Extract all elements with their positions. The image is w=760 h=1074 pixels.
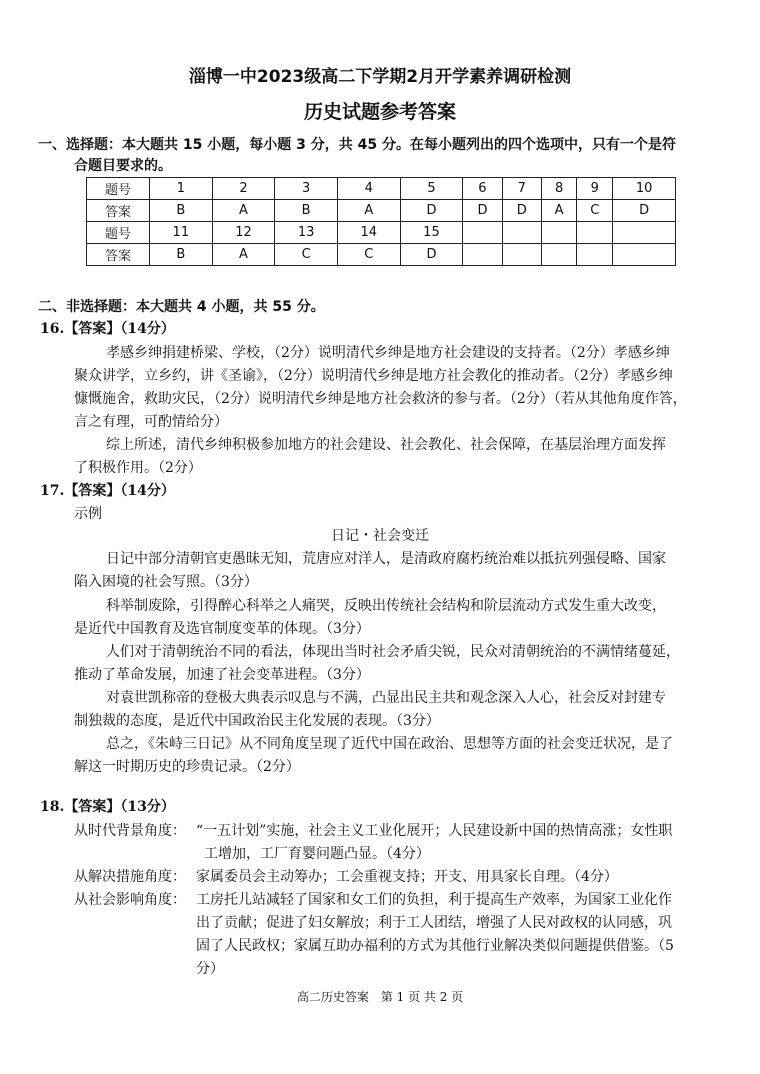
q16-line: 了积极作用。（2分） bbox=[74, 460, 202, 476]
table-cell: 8 bbox=[541, 178, 576, 200]
q18-item-line: “一五计划”实施，社会主义工业化展开；人民建设新中国的热情高涨；女性职 bbox=[196, 823, 673, 839]
q17-line: 推动了革命发展，加速了社会变革进程。（3分） bbox=[74, 667, 370, 683]
table-cell: 11 bbox=[150, 222, 213, 244]
q16-heading: 16.【答案】（14分） bbox=[40, 321, 175, 337]
table-cell bbox=[577, 222, 613, 244]
table-cell: 2 bbox=[212, 178, 275, 200]
table-cell bbox=[613, 222, 676, 244]
table-cell: 3 bbox=[275, 178, 338, 200]
q17-line: 日记中部分清朝官吏愚昧无知，荒唐应对洋人，是清政府腐朽统治难以抵抗列强侵略、国家 bbox=[106, 551, 666, 567]
q17-line: 人们对于清朝统治不同的看法，体现出当时社会矛盾尖锐，民众对清朝统治的不满情绪蔓延， bbox=[106, 644, 680, 660]
table-cell: 10 bbox=[613, 178, 676, 200]
table-cell: 9 bbox=[577, 178, 613, 200]
table-cell bbox=[502, 222, 541, 244]
exam-subtitle: 历史试题参考答案 bbox=[303, 101, 456, 123]
q16-line: 言之有理，可酌情给分） bbox=[74, 414, 228, 430]
answer-table bbox=[86, 177, 676, 266]
table-cell: B bbox=[275, 200, 338, 222]
q17-example-label: 示例 bbox=[74, 506, 102, 522]
table-cell bbox=[613, 244, 676, 266]
page-footer: 高二历史答案 第 1 页 共 2 页 bbox=[296, 990, 464, 1004]
part1-heading-line2: 合题目要求的。 bbox=[74, 158, 172, 174]
q17-line: 陷入困境的社会写照。（3分） bbox=[74, 574, 258, 590]
q18-item-label: 从解决措施角度： bbox=[74, 869, 186, 885]
table-row-label: 题号 bbox=[87, 222, 150, 244]
table-cell bbox=[577, 244, 613, 266]
table-cell: 12 bbox=[212, 222, 275, 244]
table-row-answer-1 bbox=[87, 200, 676, 222]
q18-item-label: 从时代背景角度： bbox=[74, 823, 186, 839]
table-cell: 7 bbox=[502, 178, 541, 200]
table-cell: A bbox=[212, 200, 275, 222]
q17-line: 科举制废除，引得醉心科举之人痛哭，反映出传统社会结构和阶层流动方式发生重大改变， bbox=[106, 598, 666, 614]
table-cell: 13 bbox=[275, 222, 338, 244]
table-cell: D bbox=[502, 200, 541, 222]
q18-item-line: 工增加，工厂育婴问题凸显。（4分） bbox=[204, 846, 430, 862]
table-cell: D bbox=[463, 200, 502, 222]
table-cell: 5 bbox=[400, 178, 463, 200]
table-cell: D bbox=[400, 244, 463, 266]
table-cell: 6 bbox=[463, 178, 502, 200]
q17-heading: 17.【答案】（14分） bbox=[40, 483, 175, 499]
table-cell bbox=[502, 244, 541, 266]
table-cell: 4 bbox=[337, 178, 400, 200]
table-row-label: 题号 bbox=[87, 178, 150, 200]
q17-line: 解这一时期历史的珍贵记录。（2分） bbox=[74, 759, 300, 775]
q18-heading: 18.【答案】（13分） bbox=[40, 799, 175, 815]
part2-heading: 二、非选择题：本大题共 4 小题，共 55 分。 bbox=[38, 299, 325, 315]
table-cell: A bbox=[337, 200, 400, 222]
table-cell: D bbox=[613, 200, 676, 222]
q17-line: 对袁世凯称帝的登极大典表示叹息与不满，凸显出民主共和观念深入人心，社会反对封建专 bbox=[106, 690, 666, 706]
table-row-question-2 bbox=[87, 222, 676, 244]
q16-line: 聚众讲学，立乡约，讲《圣谕》，（2分）说明清代乡绅是地方社会教化的推动者。（2分）孝感乡绅 bbox=[74, 368, 673, 384]
table-cell: A bbox=[541, 200, 576, 222]
table-cell bbox=[463, 244, 502, 266]
q16-line: 综上所述，清代乡绅积极参加地方的社会建设、社会教化、社会保障，在基层治理方面发挥 bbox=[106, 437, 666, 453]
table-cell: A bbox=[212, 244, 275, 266]
q18-item-line: 家属委员会主动筹办；工会重视支持；开支、用具家长自理。（4分） bbox=[196, 869, 618, 885]
table-cell: C bbox=[337, 244, 400, 266]
table-cell: C bbox=[275, 244, 338, 266]
q18-item-line: 工房托儿站减轻了国家和女工们的负担，利于提高生产效率，为国家工业化作 bbox=[196, 892, 672, 908]
table-cell bbox=[541, 222, 576, 244]
table-cell: B bbox=[150, 244, 213, 266]
q18-item-label: 从社会影响角度： bbox=[74, 892, 186, 908]
q17-line: 制独裁的态度，是近代中国政治民主化发展的表现。（3分） bbox=[74, 713, 440, 729]
table-cell: B bbox=[150, 200, 213, 222]
q17-line: 是近代中国教育及选官制度变革的体现。（3分） bbox=[74, 621, 370, 637]
part1-heading-line1: 一、选择题：本大题共 15 小题，每小题 3 分，共 45 分。在每小题列出的四个选项中，只有一个是符 bbox=[38, 137, 676, 153]
q18-item-line: 出了贡献；促进了妇女解放；利于工人团结，增强了人民对政权的认同感，巩 bbox=[196, 915, 672, 931]
table-row-label: 答案 bbox=[87, 200, 150, 222]
table-cell: 1 bbox=[150, 178, 213, 200]
q16-line: 孝感乡绅捐建桥梁、学校，（2分）说明清代乡绅是地方社会建设的支持者。（2分）孝感乡绅 bbox=[106, 345, 670, 361]
q17-essay-title: 日记・社会变迁 bbox=[331, 528, 429, 544]
table-cell bbox=[463, 222, 502, 244]
q17-line: 总之，《朱峙三日记》从不同角度呈现了近代中国在政治、思想等方面的社会变迁状况，是了 bbox=[106, 736, 673, 752]
table-cell bbox=[541, 244, 576, 266]
table-cell: C bbox=[577, 200, 613, 222]
table-row-answer-2 bbox=[87, 244, 676, 266]
table-row-question-1 bbox=[87, 178, 676, 200]
table-cell: 14 bbox=[337, 222, 400, 244]
table-row-label: 答案 bbox=[87, 244, 150, 266]
exam-title: 淄博一中2023级高二下学期2月开学素养调研检测 bbox=[188, 67, 572, 87]
table-cell: D bbox=[400, 200, 463, 222]
q18-item-line: 固了人民政权；家属互助办福利的方式为其他行业解决类似问题提供借鉴。（5 bbox=[196, 938, 674, 954]
table-cell: 15 bbox=[400, 222, 463, 244]
q16-line: 慷慨施舍，救助灾民，（2分）说明清代乡绅是地方社会救济的参与者。（2分）（若从其他角度作答， bbox=[74, 391, 687, 407]
q18-item-line: 分） bbox=[196, 961, 224, 977]
